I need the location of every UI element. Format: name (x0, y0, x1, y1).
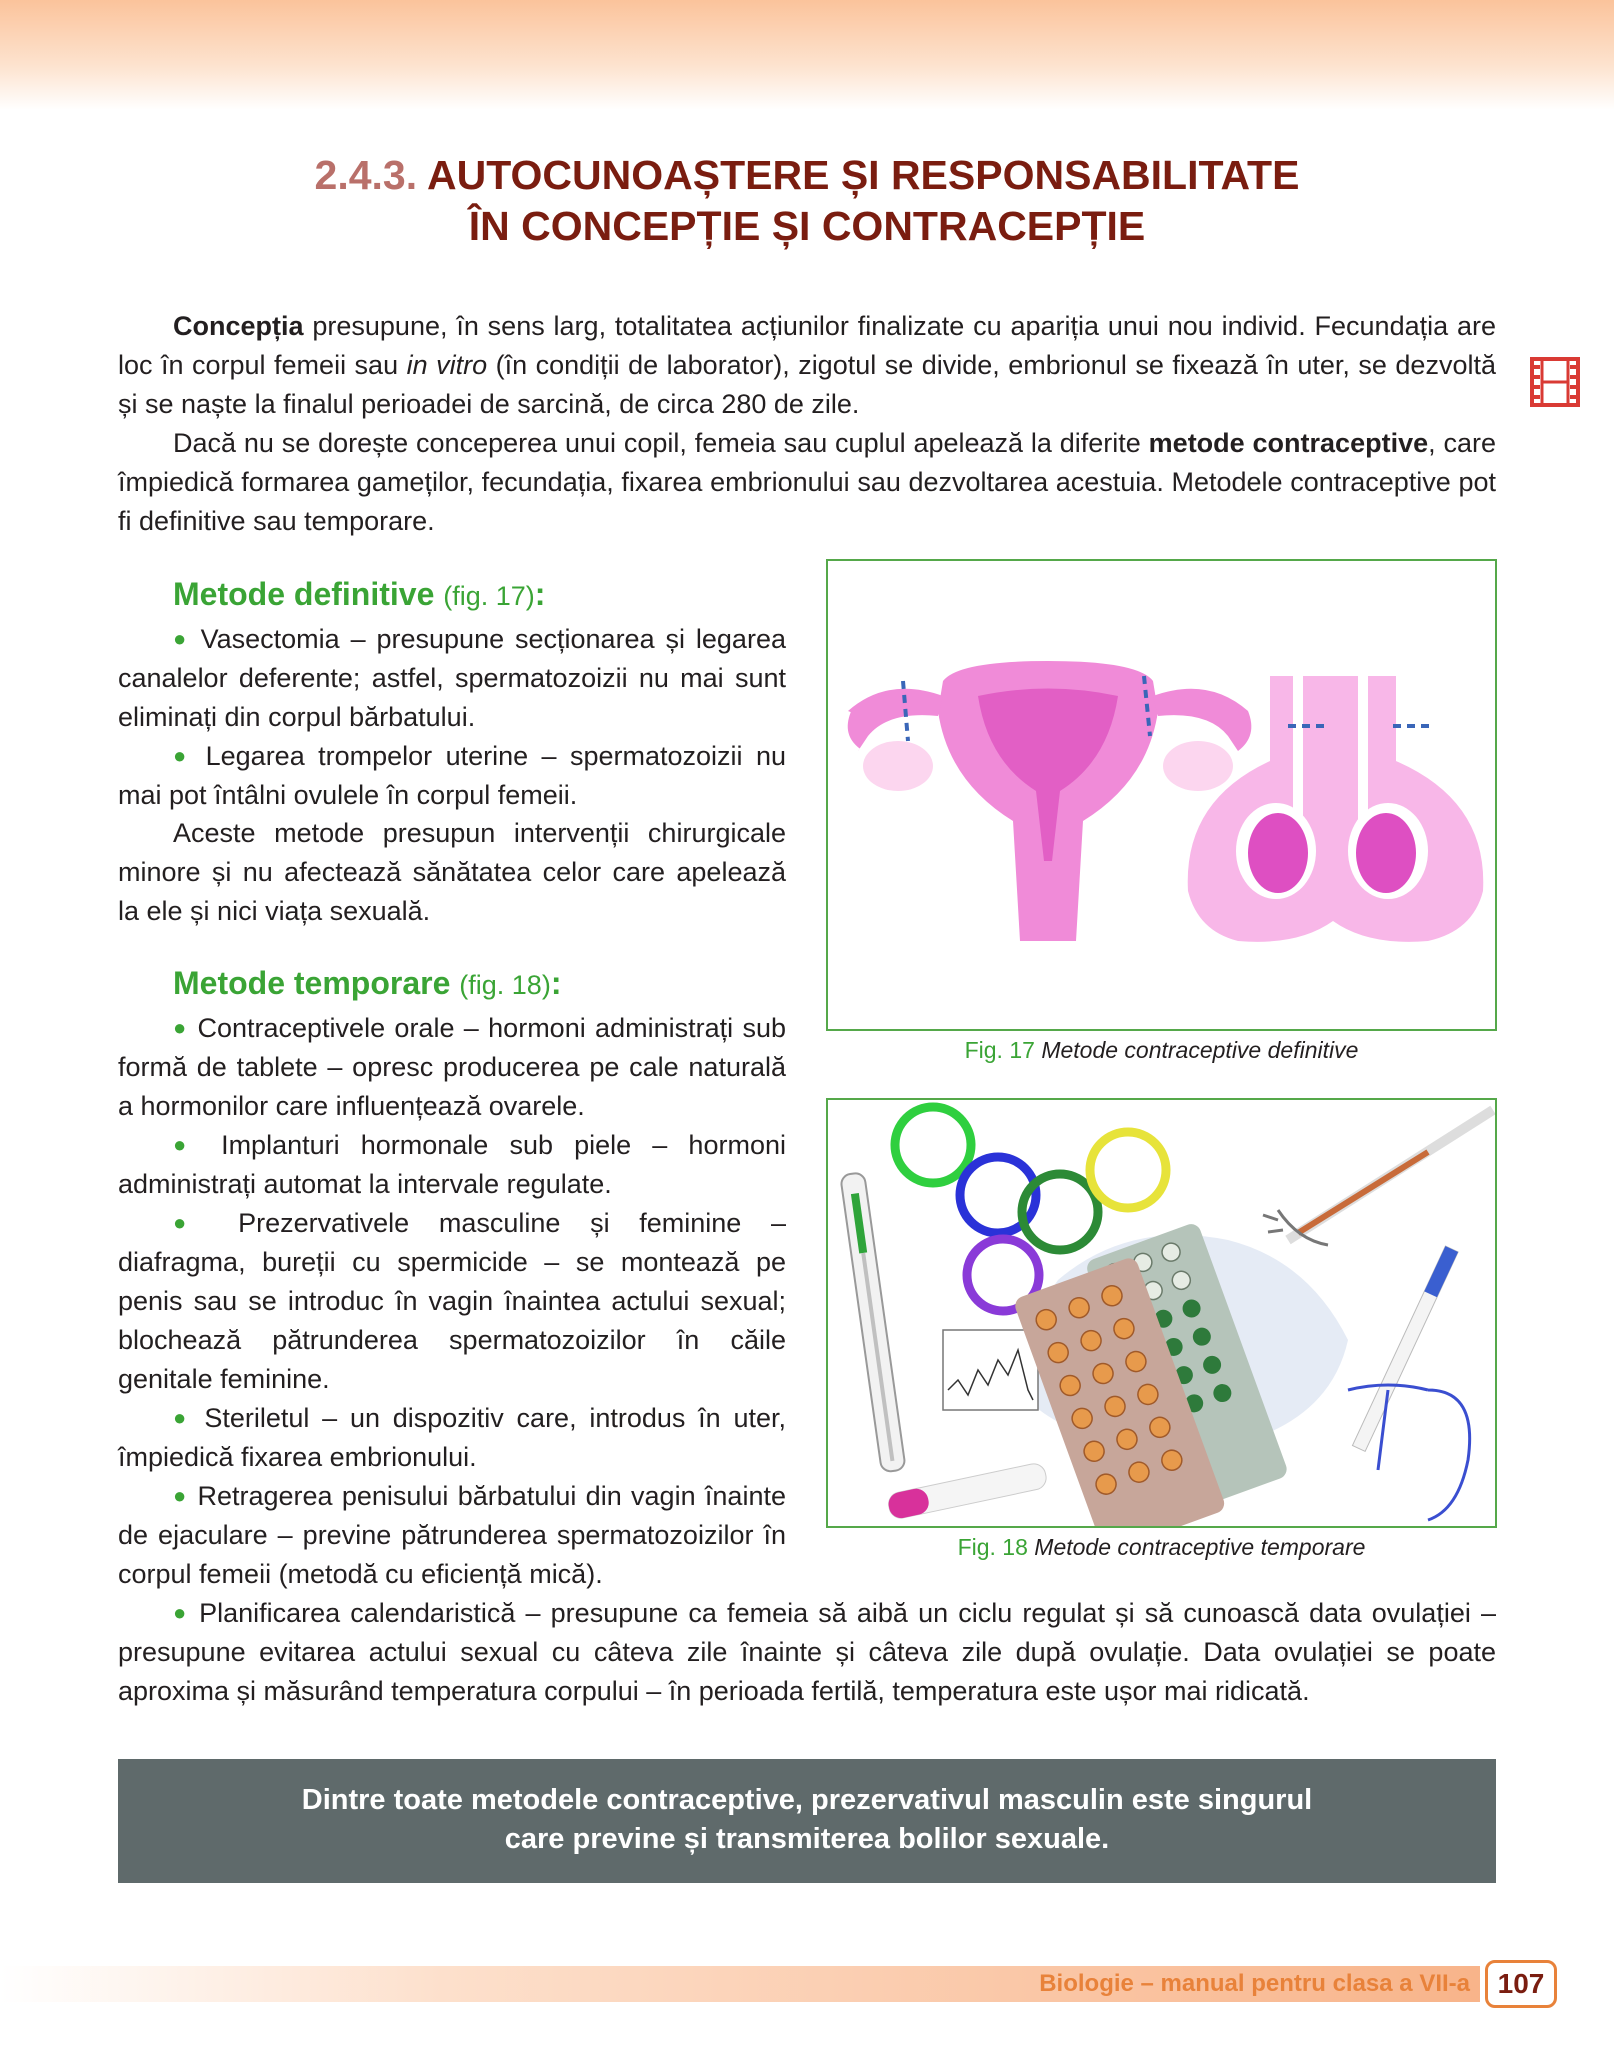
term-metode-contraceptive: metode contraceptive (1148, 428, 1429, 458)
definitive-item-1: ● Vasectomia – presupune secționarea și legarea canalelor deferente; astfel, spermatozoizii nu mai sunt eliminați din corpul bărbatului. (118, 624, 786, 732)
ovulation-test-strip (1352, 1246, 1458, 1451)
title-line-2: ÎN CONCEPȚIE ȘI CONTRACEPȚIE (468, 203, 1146, 249)
temporary-item-3: ● Prezervativele masculine și feminine – diafragma, bureții cu spermicide – se montează pe penis sau se introduc în vagin înaintea actului sexual; blochează pătrunderea spermatozoizilor în căile genitale feminine. (118, 1208, 786, 1394)
uterus-diagram (845, 661, 1252, 941)
figure-17 (826, 559, 1497, 1031)
section-number: 2.4.3. (314, 152, 418, 198)
note-line-2: care previne și transmiterea bolilor sexuale. (504, 1823, 1110, 1855)
hormonal-implant (1288, 1110, 1493, 1240)
ring-yellow (1090, 1132, 1166, 1208)
title-line-1: AUTOCUNOAȘTERE ȘI RESPONSABILITATE (427, 152, 1300, 198)
caption-fig-18: Fig. 18 Metode contraceptive temporare (957, 1534, 1366, 1560)
reproductive-system-illustration (828, 561, 1495, 1029)
temporary-item-1: ● Contraceptivele orale – hormoni administrați sub formă de tablete – opresc producerea pe cale naturală a hormonilor care influențează ovarele. (118, 1013, 786, 1121)
intro-text-a: presupune, în sens larg, totalitatea acțiunilor finalizate cu apariția unui nou individ. Fecundația are loc în corpul femeii sau (118, 311, 1496, 380)
intro-text-b: (în condiții de laborator), zigotul se divide, embrionul se fixează în uter, se dezvoltă și se naște la finalul perioadei de sarcină, de circa 280 de zile. (118, 350, 1496, 419)
intro2-text-b: , care împiedică formarea gameților, fecundația, fixarea embrionului sau dezvoltarea acestuia. Metodele contraceptive pot fi definitive sau temporare. (118, 428, 1496, 536)
intro2-text-a: Dacă nu se dorește conceperea unui copil, femeia sau cuplul apelează la diferite (173, 428, 1149, 458)
page-title (0, 150, 1614, 252)
pregnancy-test (886, 1462, 1048, 1521)
contraceptive-methods-illustration (828, 1100, 1495, 1526)
temporary-item-4: ● Steriletul – un dispozitiv care, introdus în uter, împiedică fixarea embrionului. (118, 1403, 786, 1472)
in-vitro-text: in vitro (406, 350, 488, 380)
film-icon[interactable] (1530, 357, 1580, 407)
iud-coil (1348, 1385, 1470, 1520)
temporary-item-2: ● Implanturi hormonale sub piele – hormoni administrați automat la intervale regulate. (118, 1130, 786, 1199)
intro-paragraph-1 (118, 307, 1496, 424)
heading-temporary: Metode temporare (fig. 18): (173, 965, 562, 1001)
thermometer (840, 1172, 906, 1472)
header-band (0, 0, 1614, 110)
definitive-item-2: ● Legarea trompelor uterine – spermatozoizii nu mai pot întâlni ovulele în corpul femeii. (118, 741, 786, 810)
temporary-calendar: ● Planificarea calendaristică – presupune ca femeia să aibă un ciclu regulat și să cunoască data ovulației – presupune evitarea actului sexual cu câteva zile înainte și câteva zile după ovulație. Data ovulației se poate aproxima și măsurând temperatura corpului – în perioada fertilă, temperatura este ușor mai ridicată. (118, 1598, 1496, 1706)
heading-definitive: Metode definitive (fig. 17): (173, 576, 546, 612)
caption-fig-17: Fig. 17 Metode contraceptive definitive (964, 1037, 1359, 1063)
term-conceptia: Concepția (173, 311, 304, 341)
note-line-1: Dintre toate metodele contraceptive, prezervativul masculin este singurul (301, 1784, 1313, 1816)
temporary-item-5: ● Retragerea penisului bărbatului din vagin înainte de ejaculare – previne pătrunderea spermatozoizilor în corpul femeii (metodă cu eficiență mică). (118, 1481, 786, 1589)
intro-paragraph-2 (118, 424, 1496, 541)
ring-green (895, 1107, 971, 1183)
footer-book-title: Biologie – manual pentru clasa a VII-a (1039, 1970, 1470, 1997)
highlight-note (118, 1759, 1496, 1883)
page-number: 107 (1485, 1960, 1557, 2008)
definitive-note: Aceste metode presupun intervenții chirurgicale minore și nu afectează sănătatea celor care apelează la ele și nici viața sexuală. (118, 818, 786, 926)
figure-18 (826, 1098, 1497, 1528)
